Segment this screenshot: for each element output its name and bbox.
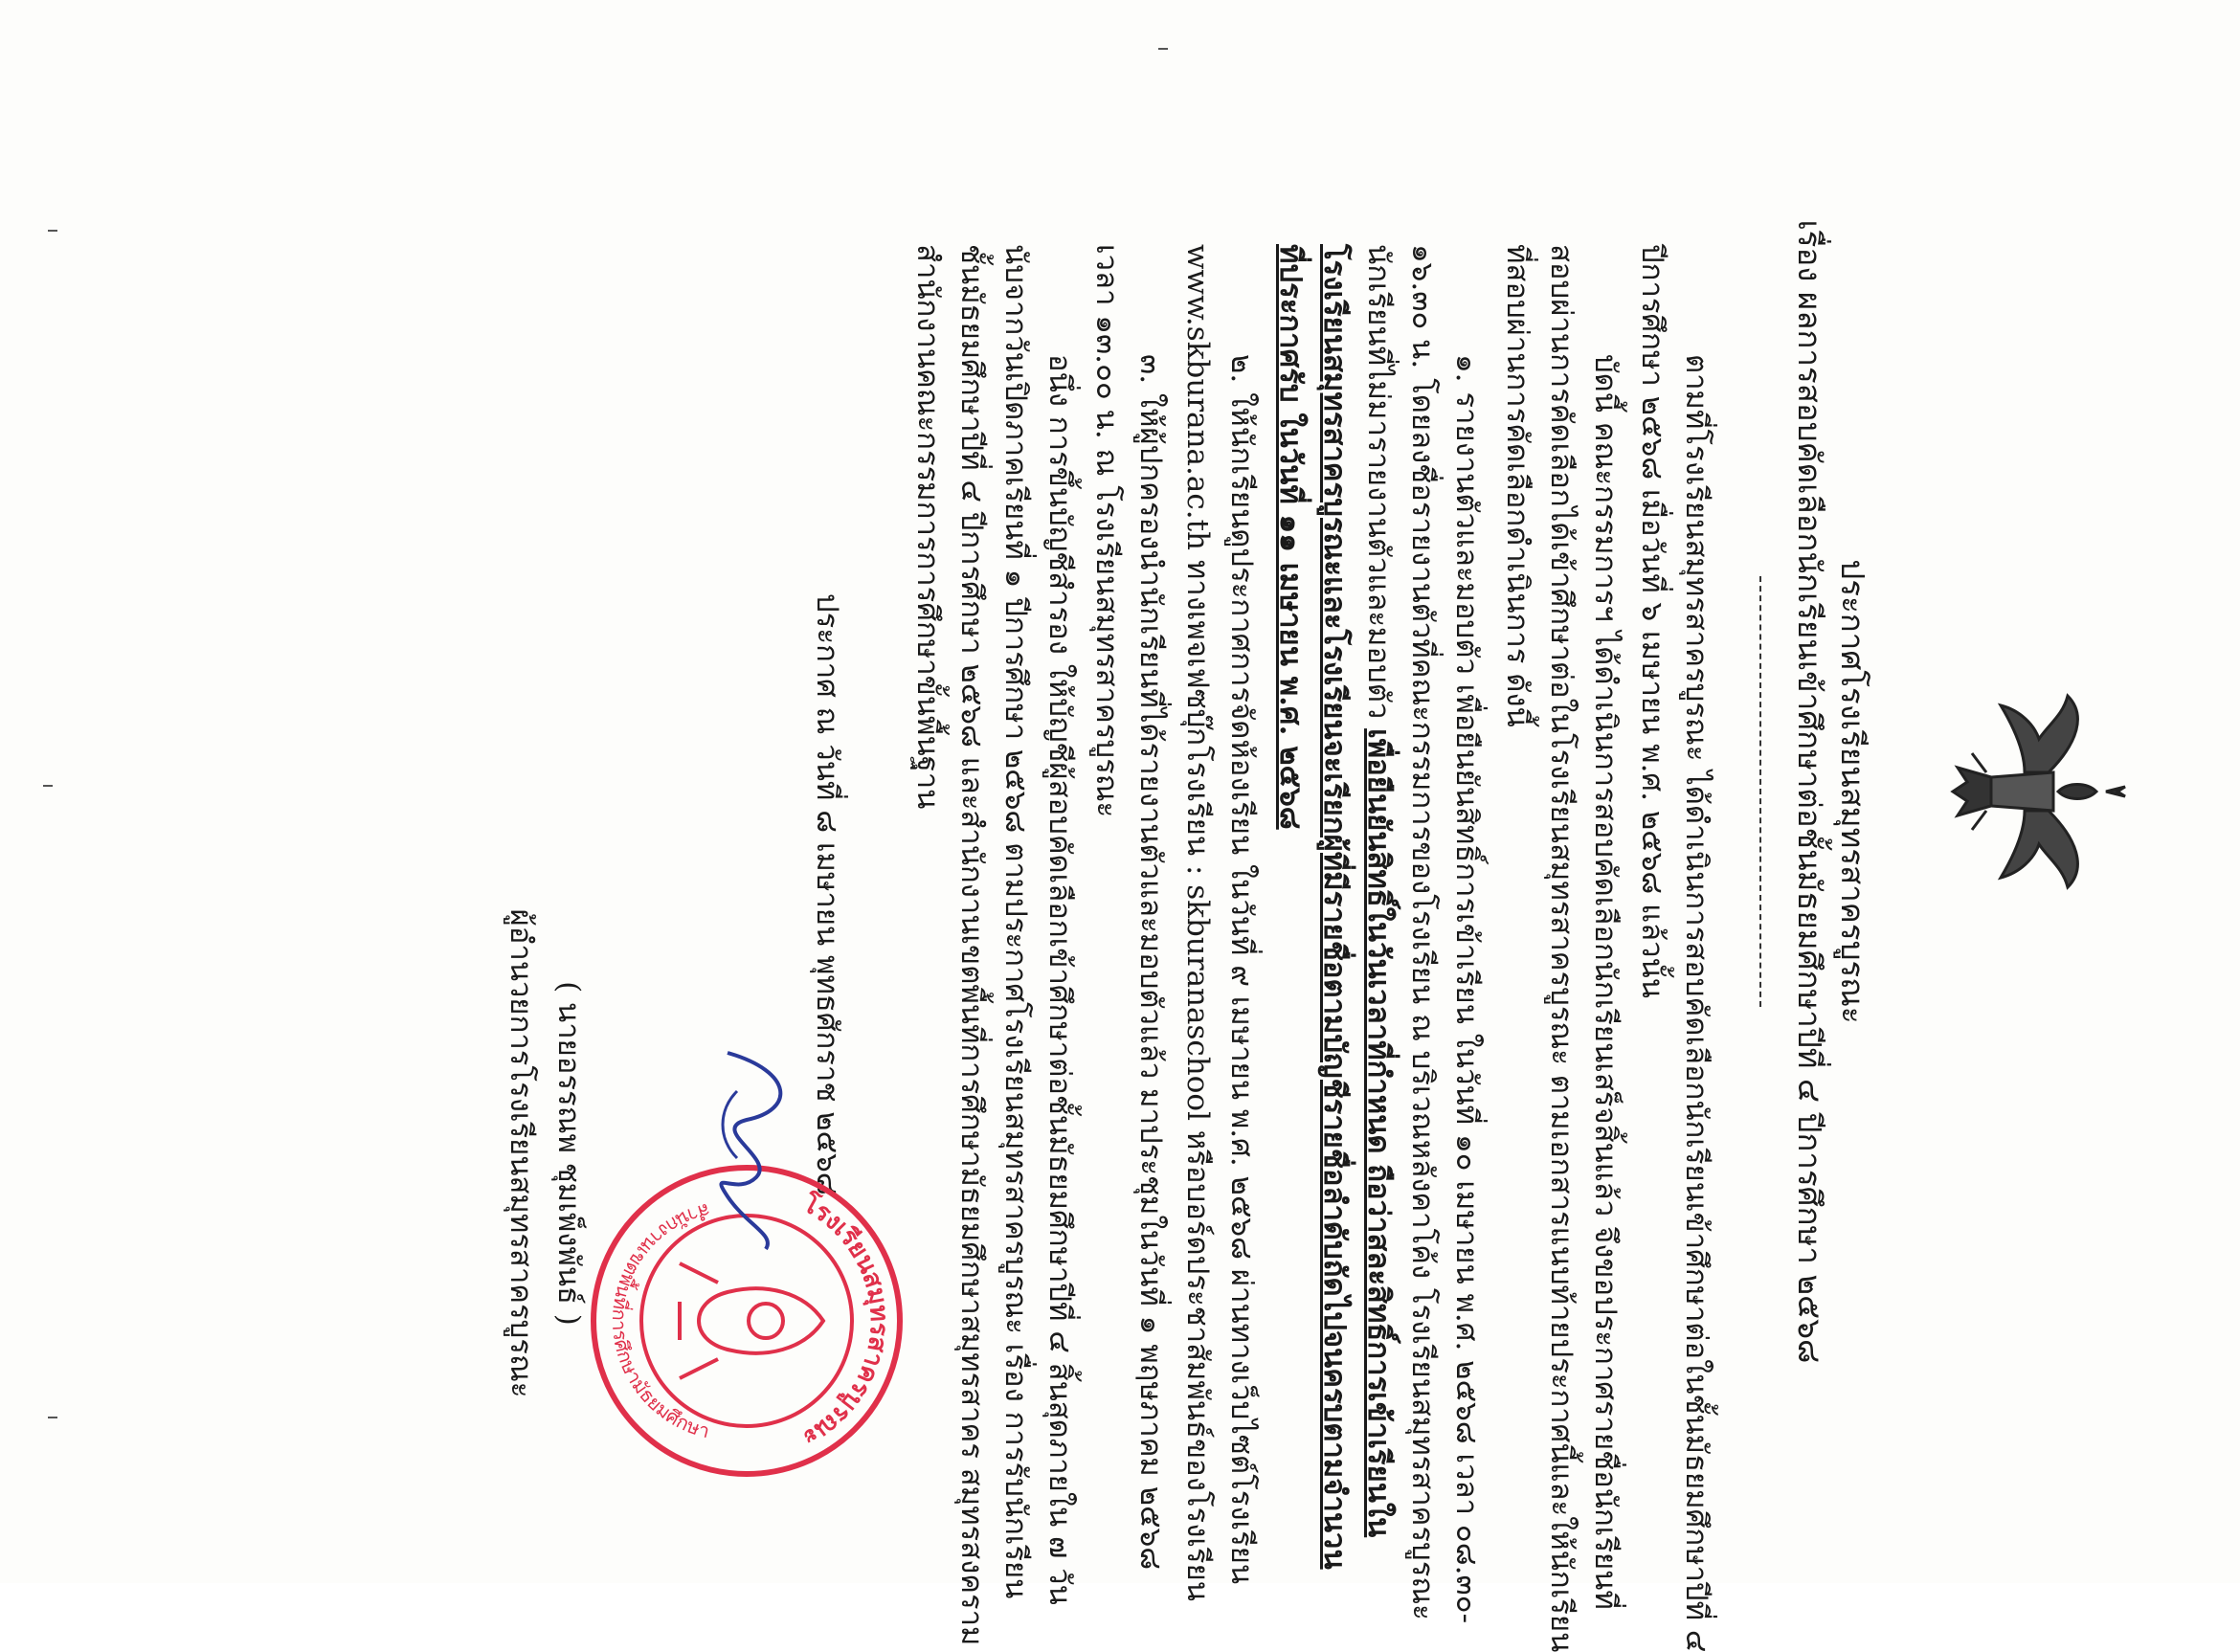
signature-icon (689, 1034, 814, 1263)
paragraph-line: www.skburana.ac.th ทางเพจเฟซบุ๊กโรงเรียน : skburanaschool หรือบอร์ดประชาสัมพันธ์ของโรงเรียน (1180, 244, 1215, 1601)
paragraph-line: ชั้นมัธยมศึกษาปีที่ ๔ ปีการศึกษา ๒๕๖๘ และสำนักงานเขตพื้นที่การศึกษามัธยมศึกษาสมุทรสาคร สมุทรสงคราม (954, 244, 989, 1646)
paragraph-text: นักเรียนที่ไม่มารายงานตัวและมอบตัว (1361, 244, 1396, 729)
paragraph-line: ปีการศึกษา ๒๕๖๘ เมื่อวันที่ ๖ เมษายน พ.ศ. ๒๕๖๘ แล้วนั้น (1635, 244, 1669, 998)
document-subject: เรื่อง ผลการสอบคัดเลือกนักเรียนเข้าศึกษาต่อชั้นมัธยมศึกษาปีที่ ๔ ปีการศึกษา ๒๕๖๘ (1791, 219, 1828, 1364)
paragraph-line: ๑. รายงานตัวและมอบตัว เพื่อยืนยันสิทธิ์การเข้าเรียน ในวันที่ ๑๐ เมษายน พ.ศ. ๒๕๖๘ เวลา ๐๘.๓๐- (1449, 354, 1484, 1624)
paragraph-line: ที่สอบผ่านการคัดเลือกดำเนินการ ดังนี้ (1500, 244, 1534, 727)
paragraph-line: ตามที่โรงเรียนสมุทรสาครบูรณะ ได้ดำเนินการสอบคัดเลือกนักเรียนเข้าศึกษาต่อในชั้นมัธยมศึกษาปีที่ ๔ (1679, 354, 1714, 1652)
emphasis-line: ที่ประกาศรับ ในวันที่ ๑๑ เมษายน พ.ศ. ๒๕๖๘ (1273, 244, 1308, 830)
garuda-emblem-icon (1943, 686, 2135, 897)
paragraph-line: บัดนี้ คณะกรรมการฯ ได้ดำเนินการสอบคัดเลือกนักเรียนเสร็จสิ้นแล้ว จึงขอประกาศรายชื่อนักเรียนที่ (1588, 354, 1623, 1610)
emphasis-text: เพื่อยืนยันสิทธิ์ในวันเวลาที่กำหนด ถือว่าสละสิทธิ์การเข้าเรียนใน (1361, 728, 1396, 1538)
paragraph-classroom (1176, 244, 1264, 1601)
title-divider (1759, 576, 1761, 1007)
paragraph-line: ๒. ให้นักเรียนดูประกาศการจัดห้องเรียน ในวันที่ ๙ เมษายน พ.ศ. ๒๕๖๘ ผ่านทางเว็บไซต์โรงเรียน (1224, 354, 1259, 1585)
seal-text-bottom: สำนักงานเขตพื้นที่การศึกษามัธยมศึกษา (607, 1198, 713, 1443)
paragraph-line: ๓. ให้ผู้ปกครองนำนักเรียนที่ได้รายงานตัวและมอบตัวแล้ว มาประชุมในวันที่ ๑ พฤษภาคม ๒๕๖๘ (1133, 354, 1168, 1571)
paragraph-intro (1630, 244, 1718, 1652)
paragraph-reserve (906, 244, 1082, 1646)
scan-mark (48, 1417, 57, 1418)
paragraph-line (1356, 244, 1400, 1538)
scan-mark (1158, 48, 1168, 50)
emphasis-line: โรงเรียนสมุทรสาครบูรณะและโรงเรียนจะเรียกผู้ที่มีรายชื่อตามบัญชีรายชื่อลำดับถัดไปจนครบตามจำนวน (1317, 244, 1352, 1570)
signer-position: ผู้อำนวยการโรงเรียนสมุทรสาครบูรณะ (504, 908, 538, 1398)
paragraph-result (1495, 244, 1627, 1652)
document-header: ประกาศโรงเรียนสมุทรสาครบูรณะ (1834, 559, 1871, 1024)
paragraph-report (1268, 244, 1489, 1624)
paragraph-line: อนึ่ง การขึ้นบัญชีสำรอง ให้บัญชีผู้สอบคัดเลือกเข้าศึกษาต่อชั้นมัธยมศึกษาปีที่ ๔ สิ้นสุดภายใน ๗ วัน (1042, 354, 1077, 1605)
paragraph-line: ๑๖.๓๐ น. โดยลงชื่อรายงานตัวที่คณะกรรมการของโรงเรียน ณ บริเวณหลังคาโค้ง โรงเรียนสมุทรสาครบูรณะ (1405, 244, 1440, 1620)
scan-mark (43, 785, 53, 787)
scan-mark (48, 230, 57, 232)
announce-date: ประกาศ ณ วันที่ ๘ เมษายน พุทธศักราช ๒๕๖๘ (810, 593, 844, 1195)
paragraph-line: สอบผ่านการคัดเลือกได้เข้าศึกษาต่อในโรงเรียนสมุทรสาครบูรณะ ตามเอกสารแนบท้ายประกาศนี้และให้นักเรียน (1544, 244, 1579, 1652)
paragraph-line: นับจากวันเปิดภาคเรียนที่ ๑ ปีการศึกษา ๒๕๖๘ ตามประกาศโรงเรียนสมุทรสาครบูรณะ เรื่อง การรับนักเรียน (998, 244, 1033, 1599)
signer-name: ( นายอรรณพ ชุมเพ็งพันธ์ ) (551, 981, 586, 1326)
paragraph-line: เวลา ๑๓.๐๐ น. ณ โรงเรียนสมุทรสาครบูรณะ (1089, 244, 1124, 818)
paragraph-line: สำนักงานคณะกรรมการการศึกษาขั้นพื้นฐาน (910, 244, 945, 810)
paragraph-meeting (1085, 244, 1173, 1571)
seal-text-top: โรงเรียนสมุทรสาครบูรณะ (797, 1189, 894, 1453)
